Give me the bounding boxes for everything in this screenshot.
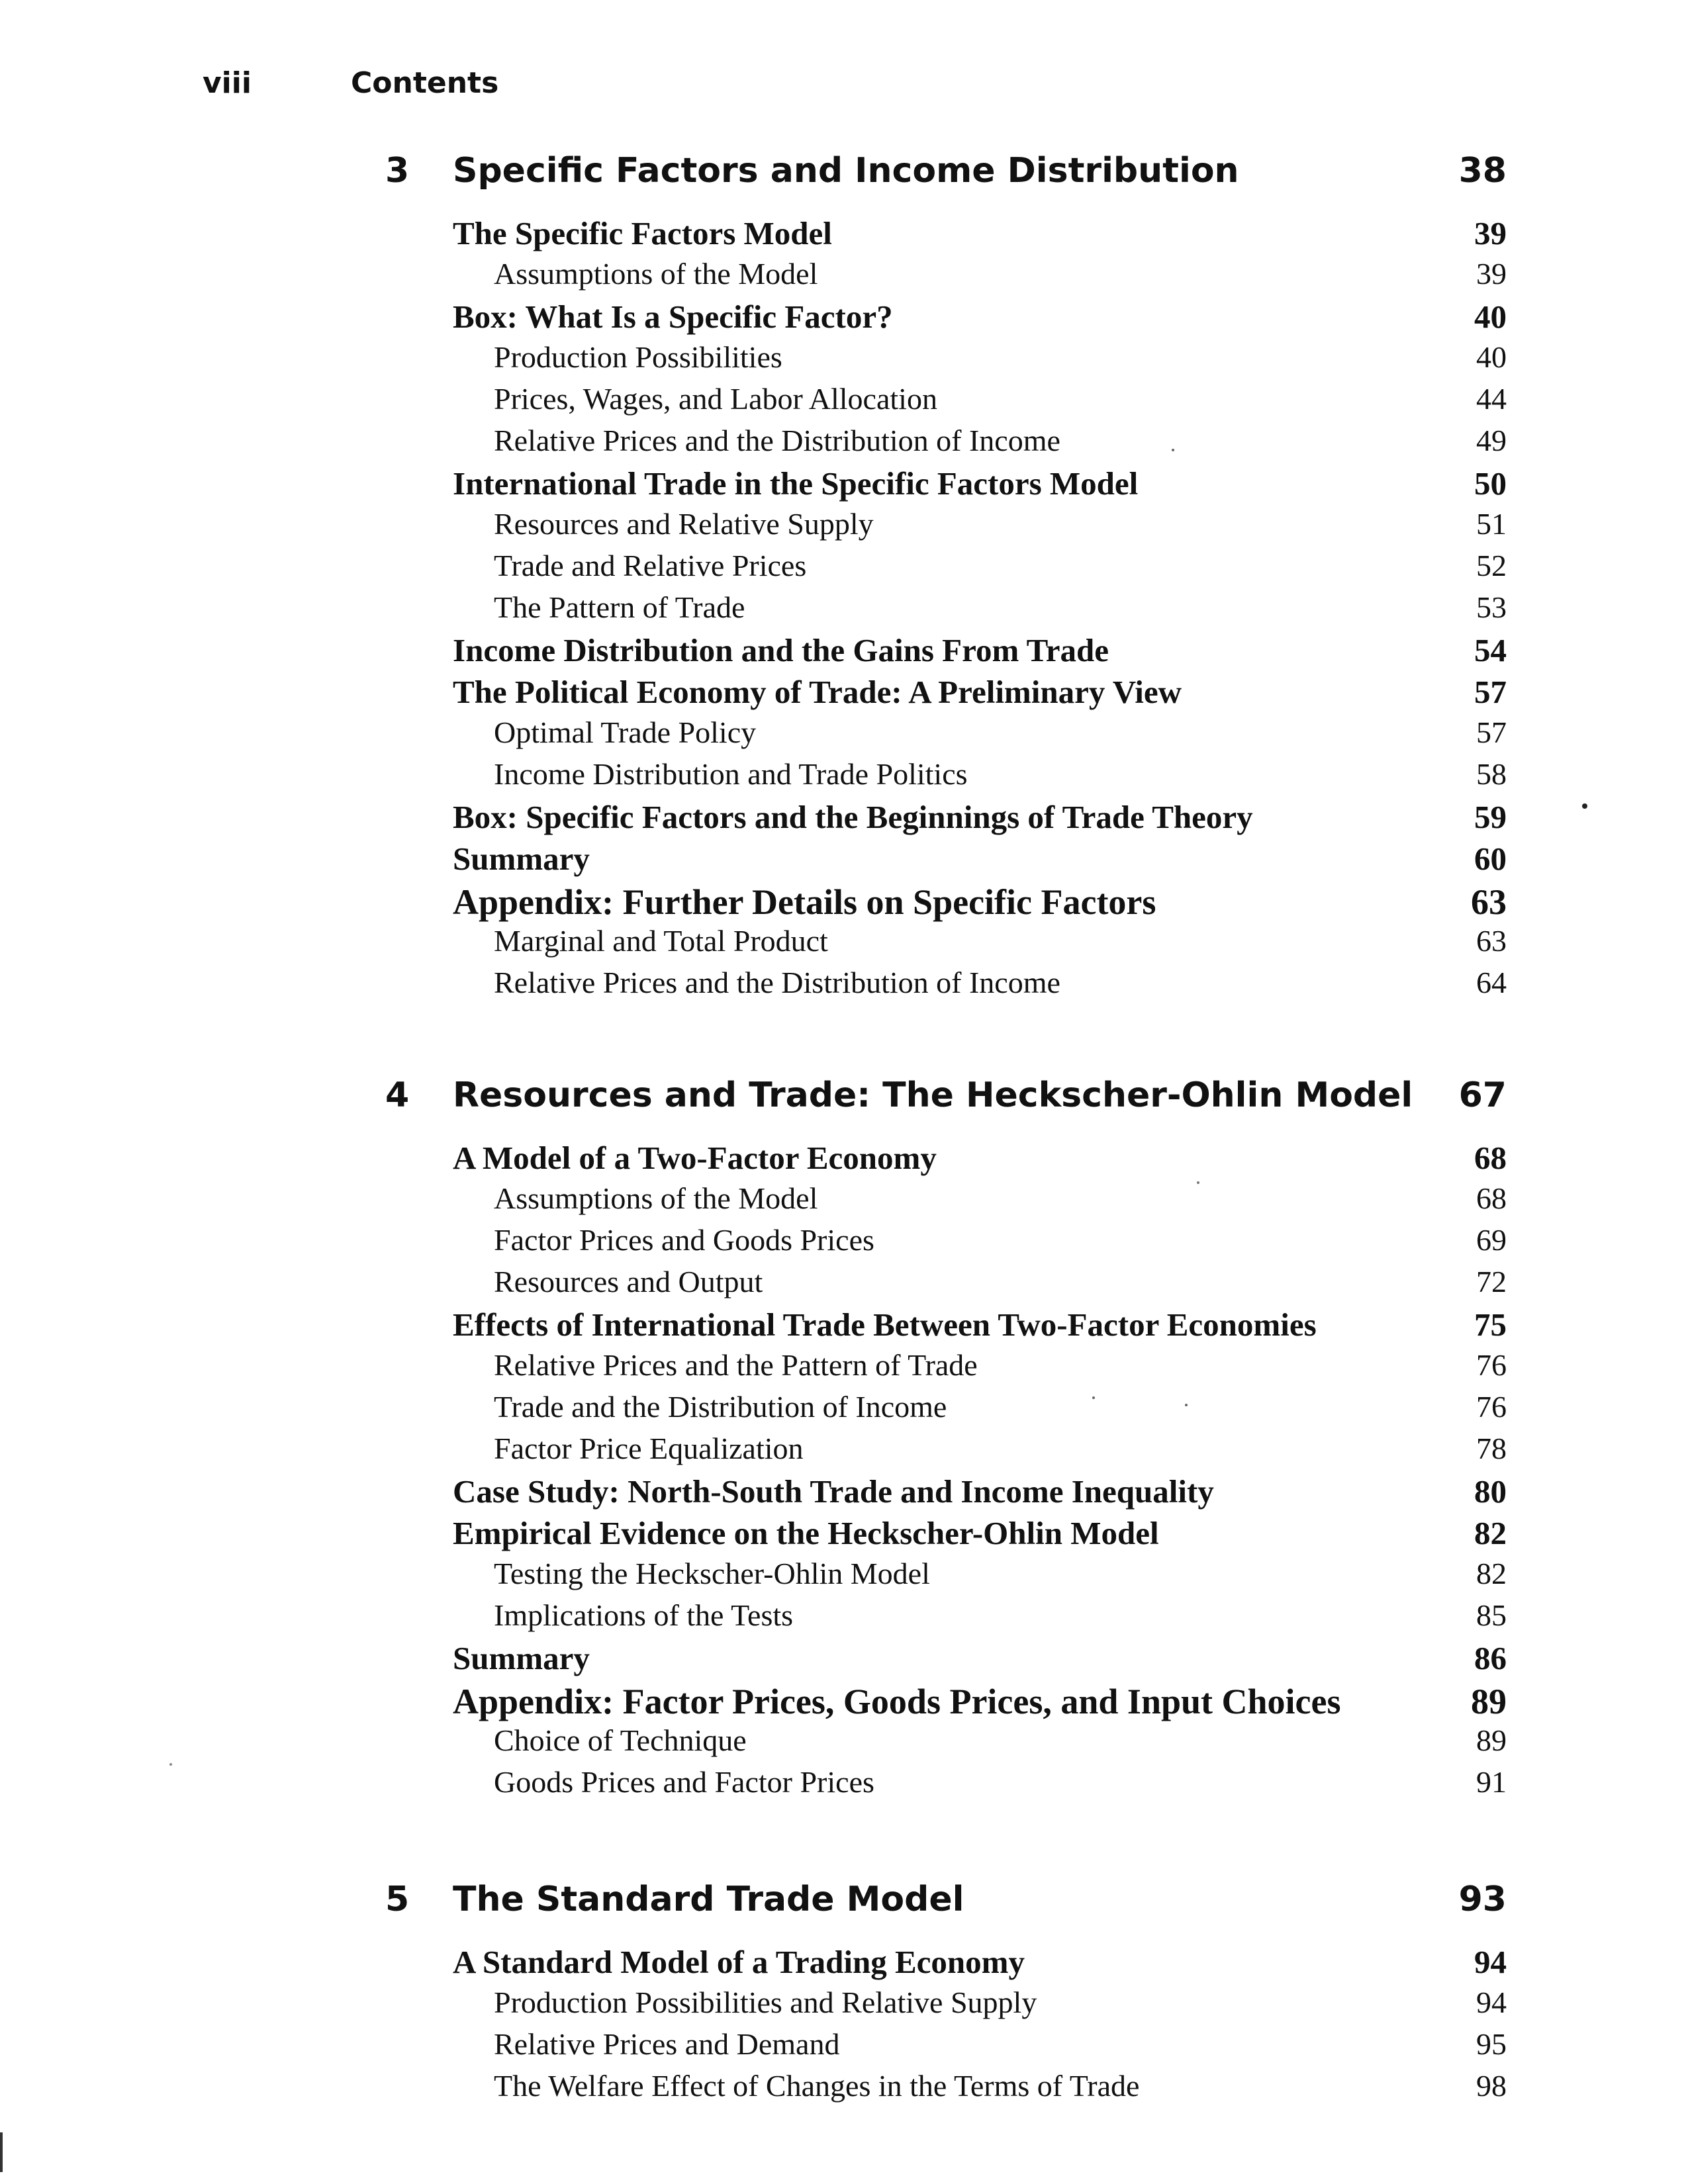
toc-section-entry — [0, 1306, 1688, 1347]
chapter-title: Specific Factors and Income Distribution — [453, 151, 1239, 191]
entry-page: 40 — [1474, 298, 1507, 335]
toc-subsection-entry — [0, 965, 1688, 1007]
entry-title: Choice of Technique — [494, 1723, 747, 1757]
toc-section-entry — [0, 1473, 1688, 1514]
chapter-title: Resources and Trade: The Heckscher-Ohlin Model — [453, 1075, 1413, 1115]
entry-page: 80 — [1474, 1473, 1507, 1510]
toc-section-entry — [0, 298, 1688, 340]
entry-page: 57 — [1474, 674, 1507, 710]
chapter-heading — [0, 151, 1688, 210]
entry-page: 58 — [1476, 757, 1507, 791]
entry-title: Box: Specific Factors and the Beginnings of Trade Theory — [453, 799, 1253, 835]
entry-title: Implications of the Tests — [494, 1598, 794, 1632]
entry-page: 39 — [1476, 257, 1507, 291]
entry-page: 75 — [1474, 1306, 1507, 1343]
toc-subsection-entry — [0, 256, 1688, 298]
chapter-number: 3 — [385, 151, 410, 191]
entry-page: 72 — [1476, 1265, 1507, 1298]
toc-subsection-entry — [0, 1764, 1688, 1806]
entry-title: The Political Economy of Trade: A Preliminary View — [453, 674, 1182, 710]
entry-page: 89 — [1471, 1682, 1507, 1721]
entry-page: 68 — [1476, 1181, 1507, 1215]
entry-page: 54 — [1474, 632, 1507, 668]
toc-subsection-entry — [0, 1347, 1688, 1389]
entry-list — [0, 214, 1688, 1007]
entry-title: Marginal and Total Product — [494, 924, 828, 958]
entry-title: Appendix: Further Details on Specific Factors — [453, 882, 1156, 922]
entry-page: 57 — [1476, 715, 1507, 749]
toc-subsection-entry — [0, 548, 1688, 590]
toc-subsection-entry — [0, 1264, 1688, 1306]
entry-page: 50 — [1474, 465, 1507, 502]
toc-subsection-entry — [0, 756, 1688, 798]
entry-title: Effects of International Trade Between Two-Factor Economies — [453, 1306, 1317, 1343]
entry-list — [0, 1139, 1688, 1806]
entry-page: 64 — [1476, 966, 1507, 999]
entry-title: Relative Prices and the Distribution of Income — [494, 966, 1060, 999]
entry-page: 52 — [1476, 549, 1507, 582]
toc-section-entry — [0, 798, 1688, 840]
chapter-3-section — [0, 151, 1688, 1007]
entry-title: Optimal Trade Policy — [494, 715, 757, 749]
entry-page: 94 — [1474, 1944, 1507, 1980]
chapter-4-section — [0, 1075, 1688, 1806]
toc-subsection-entry — [0, 340, 1688, 381]
toc-subsection-entry — [0, 1598, 1688, 1639]
chapter-page: 67 — [1458, 1075, 1507, 1115]
toc-subsection-entry — [0, 590, 1688, 631]
toc-section-entry — [0, 1139, 1688, 1181]
entry-title: Summary — [453, 1640, 590, 1676]
entry-title: Empirical Evidence on the Heckscher-Ohlin Model — [453, 1515, 1159, 1551]
entry-title: The Pattern of Trade — [494, 590, 745, 624]
entry-page: 44 — [1476, 382, 1507, 416]
entry-page: 85 — [1476, 1598, 1507, 1632]
toc-section-entry — [0, 673, 1688, 715]
toc-subsection-entry — [0, 1181, 1688, 1222]
toc-subsection-entry — [0, 923, 1688, 965]
entry-title: Prices, Wages, and Labor Allocation — [494, 382, 937, 416]
entry-page: 82 — [1474, 1515, 1507, 1551]
chapter-number: 5 — [385, 1880, 410, 1919]
toc-subsection-entry — [0, 1431, 1688, 1473]
entry-page: 40 — [1476, 340, 1507, 374]
entry-title: Summary — [453, 841, 590, 877]
entry-title: Assumptions of the Model — [494, 257, 818, 291]
header-page-number: viii — [203, 66, 252, 100]
entry-title: Income Distribution and Trade Politics — [494, 757, 968, 791]
chapter-heading — [0, 1075, 1688, 1135]
entry-title: Income Distribution and the Gains From Trade — [453, 632, 1109, 668]
entry-title: Production Possibilities — [494, 340, 782, 374]
entry-page: 89 — [1476, 1723, 1507, 1757]
toc-section-entry — [0, 1514, 1688, 1556]
entry-page: 39 — [1474, 215, 1507, 251]
toc-section-entry — [0, 840, 1688, 882]
entry-page: 51 — [1476, 507, 1507, 541]
entry-title: International Trade in the Specific Factors Model — [453, 465, 1139, 502]
toc-section-entry — [0, 1639, 1688, 1681]
entry-title: Resources and Relative Supply — [494, 507, 874, 541]
entry-page: 49 — [1476, 424, 1507, 457]
toc-subsection-entry — [0, 381, 1688, 423]
toc-subsection-entry — [0, 423, 1688, 465]
entry-page: 86 — [1474, 1640, 1507, 1676]
entry-page: 94 — [1476, 1985, 1507, 2019]
entry-title: Trade and Relative Prices — [494, 549, 807, 582]
entry-title: A Model of a Two-Factor Economy — [453, 1140, 937, 1176]
entry-page: 68 — [1474, 1140, 1507, 1176]
entry-list — [0, 1943, 1688, 2110]
entry-title: Goods Prices and Factor Prices — [494, 1765, 874, 1799]
toc-section-entry — [0, 214, 1688, 256]
entry-title: Factor Price Equalization — [494, 1432, 804, 1465]
toc-section-entry — [0, 1943, 1688, 1985]
entry-title: Appendix: Factor Prices, Goods Prices, and Input Choices — [453, 1682, 1341, 1721]
entry-page: 60 — [1474, 841, 1507, 877]
entry-page: 98 — [1476, 2069, 1507, 2103]
toc-section-entry — [0, 631, 1688, 673]
toc-subsection-entry — [0, 1222, 1688, 1264]
entry-title: Assumptions of the Model — [494, 1181, 818, 1215]
entry-page: 69 — [1476, 1223, 1507, 1257]
entry-title: Production Possibilities and Relative Supply — [494, 1985, 1037, 2019]
toc-subsection-entry — [0, 506, 1688, 548]
toc-subsection-entry — [0, 715, 1688, 756]
entry-title: A Standard Model of a Trading Economy — [453, 1944, 1025, 1980]
entry-title: Testing the Heckscher-Ohlin Model — [494, 1557, 930, 1590]
chapter-page: 93 — [1458, 1880, 1507, 1919]
entry-page: 91 — [1476, 1765, 1507, 1799]
entry-title: The Specific Factors Model — [453, 215, 832, 251]
toc-subsection-entry — [0, 1985, 1688, 2026]
entry-title: Factor Prices and Goods Prices — [494, 1223, 874, 1257]
entry-title: Resources and Output — [494, 1265, 763, 1298]
entry-page: 95 — [1476, 2027, 1507, 2061]
chapter-5-section — [0, 1880, 1688, 2110]
toc-subsection-entry — [0, 1389, 1688, 1431]
toc-section-entry — [0, 465, 1688, 506]
toc-section-entry — [0, 882, 1688, 923]
chapter-page: 38 — [1458, 151, 1507, 191]
chapter-heading — [0, 1880, 1688, 1939]
chapter-number: 4 — [385, 1075, 410, 1115]
entry-page: 78 — [1476, 1432, 1507, 1465]
entry-page: 76 — [1476, 1390, 1507, 1424]
entry-title: The Welfare Effect of Changes in the Terms of Trade — [494, 2069, 1140, 2103]
toc-subsection-entry — [0, 1723, 1688, 1764]
entry-page: 63 — [1476, 924, 1507, 958]
chapter-title: The Standard Trade Model — [453, 1880, 964, 1919]
toc-subsection-entry — [0, 2068, 1688, 2110]
entry-page: 76 — [1476, 1348, 1507, 1382]
entry-title: Box: What Is a Specific Factor? — [453, 298, 893, 335]
entry-page: 63 — [1471, 882, 1507, 922]
entry-page: 53 — [1476, 590, 1507, 624]
toc-subsection-entry — [0, 2026, 1688, 2068]
toc-section-entry — [0, 1681, 1688, 1723]
entry-title: Relative Prices and the Distribution of Income — [494, 424, 1060, 457]
entry-title: Relative Prices and Demand — [494, 2027, 840, 2061]
header-title: Contents — [351, 66, 499, 100]
toc-subsection-entry — [0, 1556, 1688, 1598]
entry-title: Relative Prices and the Pattern of Trade — [494, 1348, 978, 1382]
entry-title: Trade and the Distribution of Income — [494, 1390, 947, 1424]
entry-page: 59 — [1474, 799, 1507, 835]
entry-title: Case Study: North-South Trade and Income Inequality — [453, 1473, 1214, 1510]
entry-page: 82 — [1476, 1557, 1507, 1590]
